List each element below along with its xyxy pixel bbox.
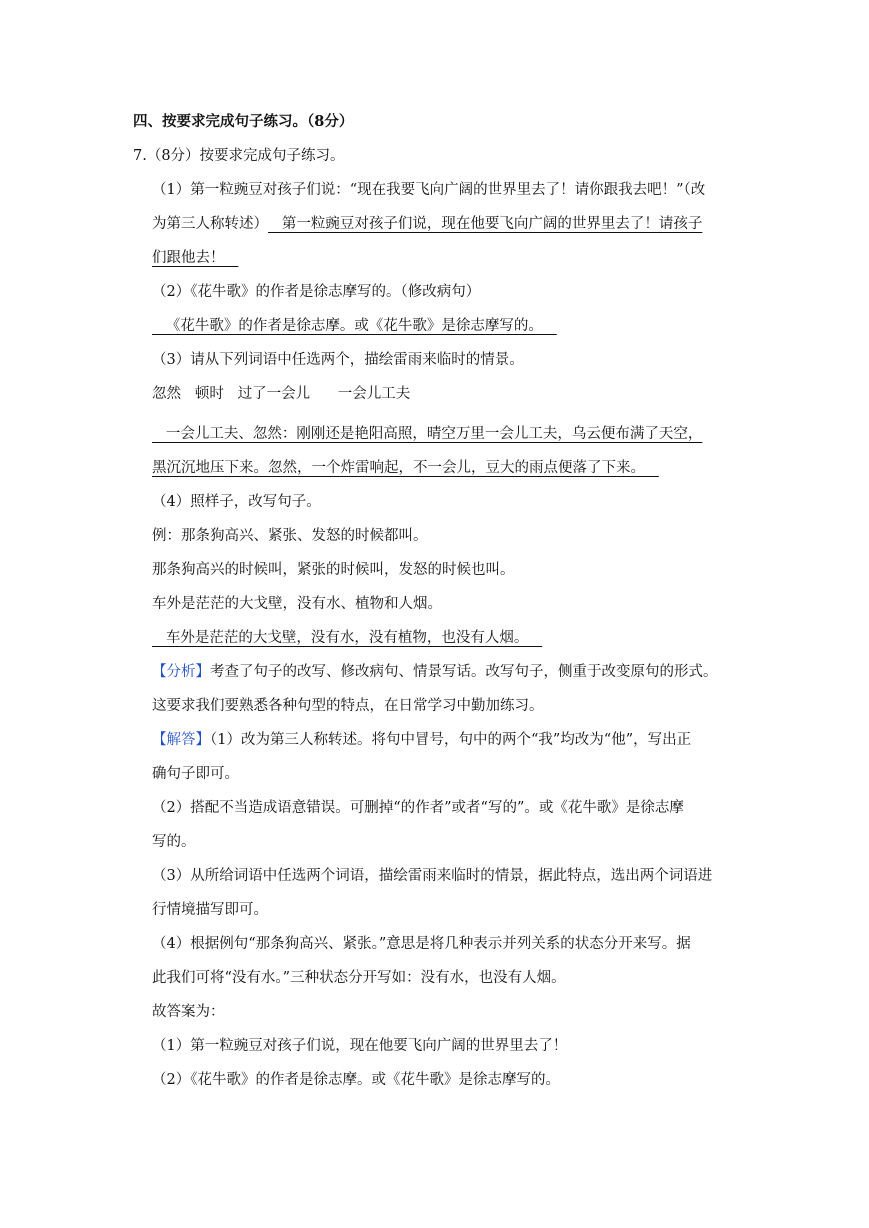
final-answer-1: （1）第一粒豌豆对孩子们说，现在他要飞向广阔的世界里去了！ [152,1038,568,1054]
sub4-example-rewrite: 那条狗高兴的时候叫，紧张的时候叫，发怒的时候也叫。 [152,562,515,578]
analysis-line2: 这要求我们要熟悉各种句型的特点，在日常学习中勤加练习。 [152,698,544,714]
sub1-prompt-line2 [152,214,752,234]
sub3-words: 忽然 顿时 过了一会儿 一会儿工夫 [152,386,411,402]
solution-p4-line2: 此我们可将“没有水。”三种状态分开写如：没有水，也没有人烟。 [152,970,566,986]
solution-p3-line2: 行情境描写即可。 [152,902,268,918]
solution-p1-line2: 确句子即可。 [152,766,239,782]
sub4-answer-row [152,628,752,648]
sub4-answer: 车外是茫茫的大戈壁，没有水，没有植物，也没有人烟。 [152,630,543,646]
analysis-tag: 【分析】 [152,664,210,680]
sub2-prompt: （2）《花牛歌》的作者是徐志摩写的。（修改病句） [152,284,481,300]
solution-tag: 【解答】 [152,732,210,748]
sub3-answer-line2: 黑沉沉地压下来。忽然，一个炸雷响起，不一会儿，豆大的雨点便落了下来。 [152,460,659,476]
sub4-sentence: 车外是茫茫的大戈壁，没有水、植物和人烟。 [152,596,442,612]
sub3-prompt: （3）请从下列词语中任选两个，描绘雷雨来临时的情景。 [152,352,524,368]
sub1-prompt-line1: （1）第一粒豌豆对孩子们说：“现在我要飞向广阔的世界里去了！请你跟我去吧！”（改 [152,182,706,198]
sub3-answer-line1: 一会儿工夫、忽然：刚刚还是艳阳高照，晴空万里一会儿工夫，乌云便布满了天空， [152,426,703,442]
sub2-answer-row [152,316,752,336]
sub2-answer: 《花牛歌》的作者是徐志摩。或《花牛歌》是徐志摩写的。 [152,318,557,334]
sub4-prompt: （4）照样子，改写句子。 [152,494,321,510]
final-answer-label: 故答案为： [152,1004,225,1020]
solution-p2-line2: 写的。 [152,834,196,850]
sub4-example: 例：那条狗高兴、紧张、发怒的时候都叫。 [152,528,428,544]
solution-p3-line1: （3）从所给词语中任选两个词语，描绘雷雨来临时的情景，据此特点，选出两个词语进 [152,868,713,884]
final-answer-2: （2）《花牛歌》的作者是徐志摩。或《花牛歌》是徐志摩写的。 [152,1072,560,1088]
sub1-answer-line2: 们跟他去！ [152,250,239,266]
sub3-answer-line1-row [152,424,752,444]
sub1-answer-line1: 第一粒豌豆对孩子们说，现在他要飞向广阔的世界里去了！请孩子 [268,216,703,232]
sub1-answer-line2-row [152,248,752,268]
solution-p4-line1: （4）根据例句“那条狗高兴、紧张。”意思是将几种表示并列关系的状态分开来写。据 [152,936,691,952]
section-heading: 四、按要求完成句子练习。（8分） [133,113,354,130]
sub3-answer-line2-row [152,458,752,478]
solution-p1-line1 [152,730,752,750]
solution-p1-text: （1）改为第三人称转述。将句中冒号，句中的两个“我”均改为“他”，写出正 [210,732,692,748]
analysis-text-line1: 考查了句子的改写、修改病句、情景写话。改写句子，侧重于改变原句的形式。 [210,664,718,680]
question-title: 7.（8分）按要求完成句子练习。 [133,148,345,164]
analysis-line1 [152,662,752,682]
solution-p2-line1: （2）搭配不当造成语意错误。可删掉“的作者”或者“写的”。或《花牛歌》是徐志摩 [152,800,684,816]
sub1-prompt-line2-text: 为第三人称转述） [152,216,268,232]
